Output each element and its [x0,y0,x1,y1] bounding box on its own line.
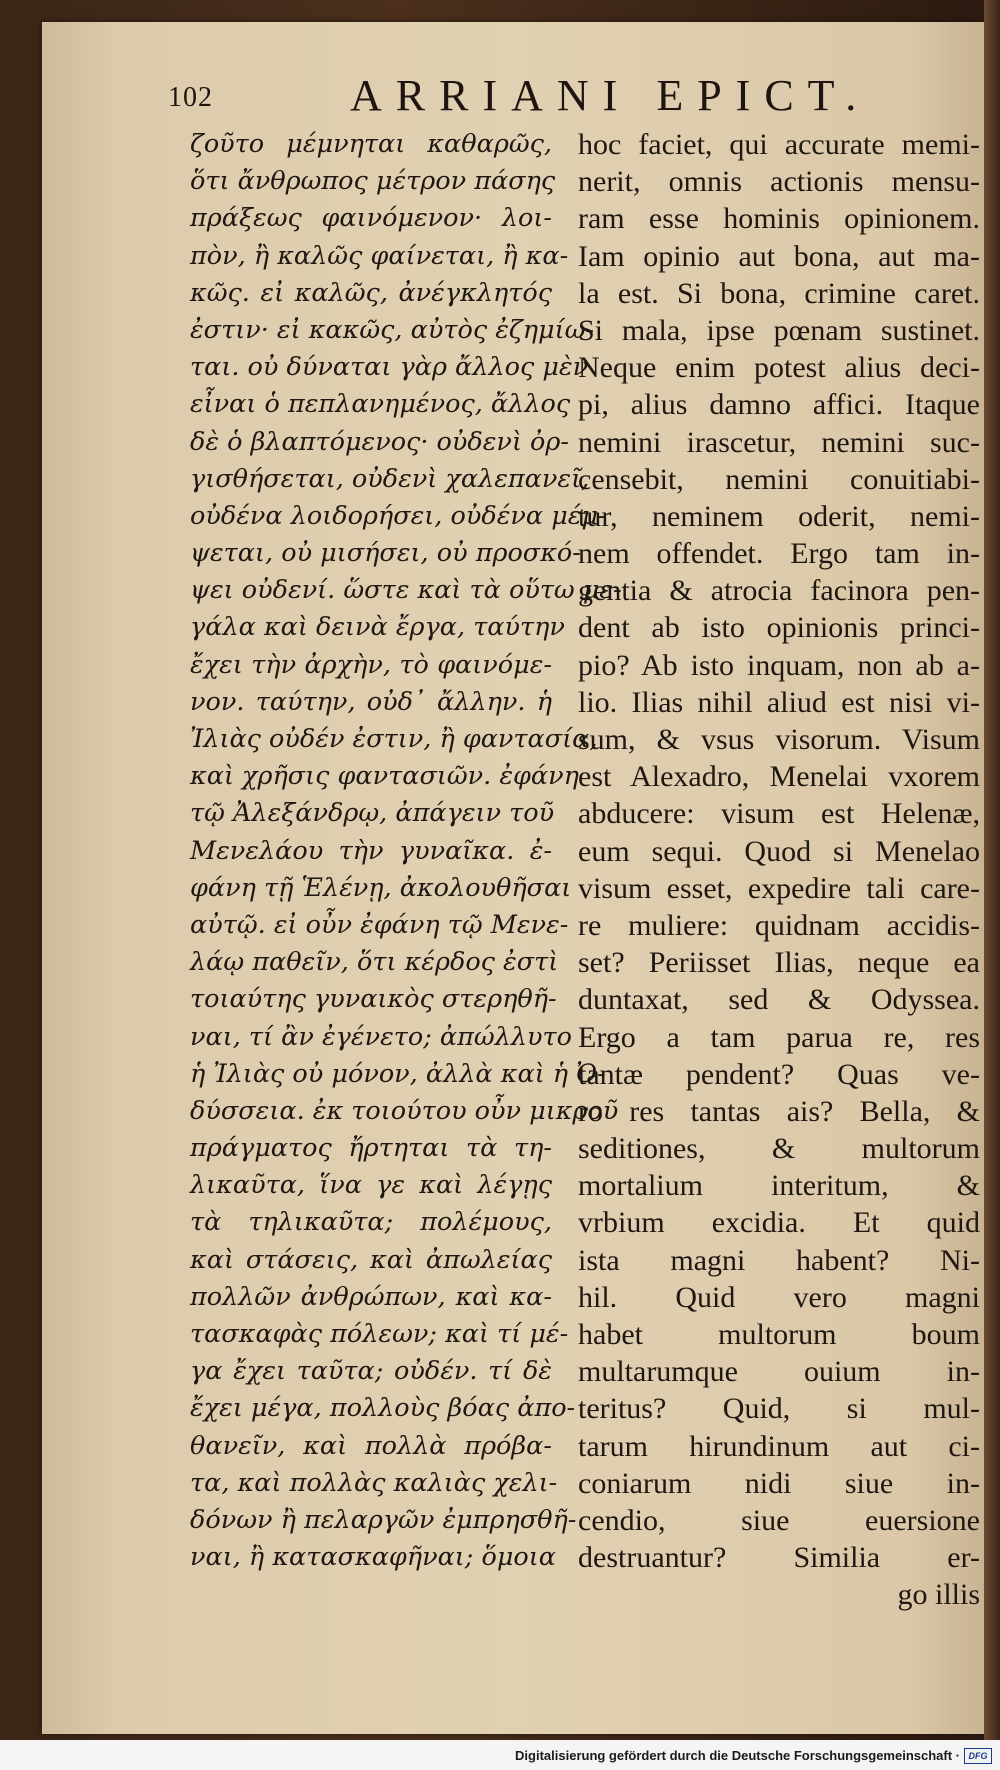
greek-text-line: εἶναι ὁ πεπλανημένος, ἄλλος [190,389,571,420]
latin-text-line: ram esse hominis opinionem. [578,202,980,236]
latin-text-line: go illis [897,1578,980,1612]
latin-text-line: lio. Ilias nihil aliud est nisi vi- [578,685,980,719]
latin-text-line: ro res tantas ais? Bella, & [578,1094,980,1128]
latin-text-line: dent ab isto opinionis princi- [578,611,980,645]
greek-text-line: οὐδένα λοιδορήσει, οὐδένα μέμ- [190,500,607,531]
greek-text-line: τασκαφὰς πόλεων; καὶ τί μέ- [190,1319,569,1349]
greek-text-line: φάνη τῇ Ἑλένῃ, ἀκολουθῆσαι [190,872,572,903]
latin-text-line: multarumque ouium in- [578,1355,980,1389]
greek-text-line: γισθήσεται, οὐδενὶ χαλεπανεῖ, [190,463,590,494]
latin-text-line: nerit, omnis actionis mensu- [578,165,980,199]
greek-text-line: ται. οὐ δύναται γὰρ ἄλλος μὲν [190,352,589,383]
latin-text-line: vrbium excidia. Et quid [578,1206,980,1240]
latin-text-line: hoc faciet, qui accurate memi- [578,128,980,161]
greek-text-column [190,126,622,1576]
latin-text-line: gentia & atrocia facinora pen- [578,574,980,608]
latin-text-line: sum, & vsus visorum. Visum [578,723,980,756]
greek-text-line: ψεται, οὐ μισήσει, οὐ προσκό- [190,538,581,569]
greek-text-line: τα, καὶ πολλὰς καλιὰς χελι- [190,1467,558,1498]
greek-text-line: αὐτῷ. εἰ οὖν ἐφάνη τῷ Μενε- [190,909,569,940]
latin-text-column [578,126,980,1614]
latin-text-line: visum esset, expedire tali care- [578,871,980,905]
greek-text-line: καὶ χρῆσις φαντασιῶν. ἐφάνη [190,761,579,792]
greek-text-line: καὶ στάσεις, καὶ ἀπωλείας [190,1244,552,1275]
greek-text-line: ψει οὐδενί. ὥστε καὶ τὰ οὕτω με- [190,575,622,606]
greek-text-line: νον. ταύτην, οὐδ᾽ ἄλλην. ἡ [190,686,552,717]
latin-text-line: la est. Si bona, crimine caret. [578,276,980,310]
greek-text-line: ἔχει τὴν ἀρχὴν, τὸ φαινόμε- [190,649,552,680]
greek-text-line: λάῳ παθεῖν, ὅτι κέρδος ἐστὶ [190,947,559,978]
latin-text-line: habet multorum boum [578,1318,980,1351]
greek-text-line: πράγματος ἤρτηται τὰ τη- [190,1133,552,1164]
latin-text-line: Si mala, ipse pœnam sustinet. [578,313,980,347]
latin-text-line: mortalium interitum, & [578,1169,980,1203]
greek-text-line: τοιαύτης γυναικὸς στερηθῆ- [190,984,557,1015]
latin-text-line: destruantur? Similia er- [578,1541,980,1575]
latin-text-line: set? Periisset Ilias, neque ea [578,946,980,980]
latin-text-line: nem offendet. Ergo tam in- [578,537,980,571]
latin-text-line: teritus? Quid, si mul- [578,1392,980,1426]
greek-text-line: κῶς. εἰ καλῶς, ἀνέγκλητός [190,277,552,308]
latin-text-line: coniarum nidi siue in- [578,1466,980,1500]
latin-text-line: tarum hirundinum aut ci- [578,1429,980,1463]
greek-text-line: πολλῶν ἀνθρώπων, καὶ κα- [190,1281,552,1312]
latin-text-line: abducere: visum est Helenæ, [578,797,980,831]
latin-text-line: Iam opinio aut bona, aut ma- [578,239,980,273]
greek-text-line: ναι, τί ἂν ἐγένετο; ἀπώλλυτο [190,1021,572,1052]
greek-text-line: ἐστιν· εἰ κακῶς, αὐτὸς ἐζημίω- [190,314,594,345]
greek-text-line: γα ἔχει ταῦτα; οὐδέν. τί δὲ [190,1356,552,1387]
latin-text-line: seditiones, & multorum [578,1132,980,1166]
greek-text-line: Ἰλιὰς οὐδέν ἐστιν, ἢ φαντασία, [190,724,598,754]
greek-text-line: ὅτι ἄνθρωπος μέτρον πάσης [190,166,556,197]
greek-text-line: ναι, ἢ κατασκαφῆναι; ὅμοια [190,1542,556,1573]
latin-text-line: Ergo a tam parua re, res [578,1020,980,1054]
greek-text-line: πράξεως φαινόμενον· λοι- [190,203,552,234]
greek-text-line: Μενελάου τὴν γυναῖκα. ἐ- [190,835,552,866]
funding-credit: Digitalisierung gefördert durch die Deutsche Forschungsgemeinschaft · [515,1748,960,1763]
greek-text-line: δύσσεια. ἐκ τοιούτου οὖν μικροῦ [190,1095,619,1126]
greek-text-line: δόνων ἢ πελαργῶν ἐμπρησθῆ- [190,1504,577,1535]
greek-text-line: γάλα καὶ δεινὰ ἔργα, ταύτην [190,612,565,643]
latin-text-line: ista magni habent? Ni- [578,1243,980,1277]
latin-text-line: pi, alius damno affici. Itaque [578,388,980,422]
latin-text-line: tantæ pendent? Quas ve- [578,1057,980,1091]
running-title: ARRIANI EPICT. [350,71,871,120]
latin-text-line: hil. Quid vero magni [578,1280,980,1314]
greek-text-line: τῷ Ἀλεξάνδρῳ, ἀπάγειν τοῦ [190,798,555,829]
greek-text-line: ζοῦτο μέμνηται καθαρῶς, [190,129,552,159]
latin-text-line: pio? Ab isto inquam, non ab a- [578,648,980,682]
latin-text-line: nemini irascetur, nemini suc- [578,425,980,459]
greek-text-line: λικαῦτα, ἵνα γε καὶ λέγῃς [190,1170,552,1201]
dfg-logo-icon: DFG [964,1748,992,1764]
greek-text-line: τὰ τηλικαῦτα; πολέμους, [190,1207,552,1238]
greek-text-line: ἔχει μέγα, πολλοὺς βόας ἀπο- [190,1393,576,1424]
greek-text-line: πὸν, ἢ καλῶς φαίνεται, ἢ κα- [190,240,569,271]
latin-text-line: duntaxat, sed & Odyssea. [578,983,980,1017]
page-number: 102 [168,82,213,113]
latin-text-line: eum sequi. Quod si Menelao [578,834,980,868]
greek-text-line: θανεῖν, καὶ πολλὰ πρόβα- [190,1430,552,1461]
latin-text-line: re muliere: quidnam accidis- [578,908,980,942]
latin-text-line: cendio, siue euersione [578,1503,980,1537]
greek-text-line: δὲ ὁ βλαπτόμενος· οὐδενὶ ὀρ- [190,426,570,457]
latin-text-line: est Alexadro, Menelai vxorem [578,760,980,794]
greek-text-line: ἡ Ἰλιὰς οὐ μόνον, ἀλλὰ καὶ ἡ Ὀ- [190,1058,606,1089]
latin-text-line: censebit, nemini conuitiabi- [578,462,980,496]
latin-text-line: tur, neminem oderit, nemi- [578,499,980,533]
running-head [168,68,968,128]
latin-text-line: Neque enim potest alius deci- [578,351,980,385]
book-edge [984,0,1000,1770]
